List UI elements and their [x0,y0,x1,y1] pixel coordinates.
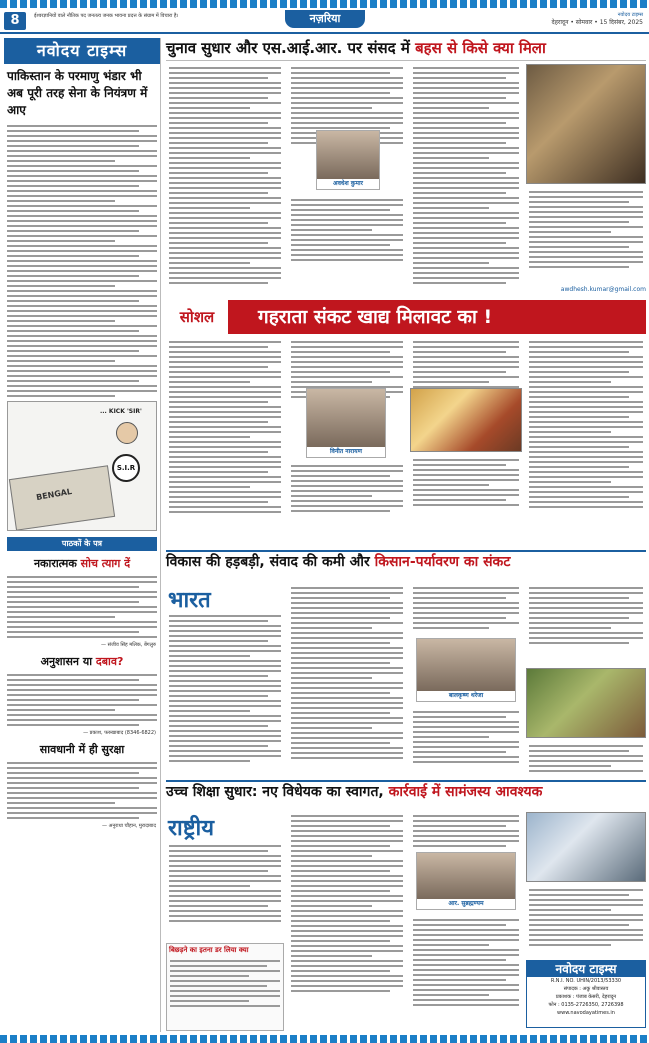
bottom-color-band [0,1035,649,1043]
article-1-headline: चुनाव सुधार और एस.आई.आर. पर संसद में बहस से किसे क्या मिला [166,38,646,61]
village-col-1 [166,612,284,765]
author-1-card [316,130,380,190]
food-headline: गहराता संकट खाद्य मिलावट का ! [258,306,493,328]
cartoon-caption: ... KICK 'SIR' [100,408,142,415]
author-4-photo [417,853,515,899]
imprint-line-1: संपादक : अकु श्रीवास्तव [563,986,609,992]
food-headline-band [166,300,646,334]
article-1-col-3 [410,64,522,287]
imprint-line-2: प्रकाशक : पंजाब केसरी, देहरादून [555,994,617,1000]
edu-col-3b [410,916,522,1009]
letter-2-signature: — प्रकाश, फरुखाबाद (8346-6822) [83,730,156,736]
imprint-rni: R.N.I. NO. UHIN/2013/53330 [550,978,622,984]
letter-3-signature: — अनुराधा चौहान, मुरादाबाद [102,823,156,829]
village-initial: भारत [168,587,211,613]
author-1-name: अवधेश कुमार [333,180,363,187]
edu-col-4 [526,886,646,949]
letters-header: पाठकों के पत्र [7,537,157,551]
author-1-email: awdhesh.kumar@gmail.com [560,286,646,293]
letter-1-title: नकारात्मक सोच त्याग दें [33,557,131,570]
cartoon-map [9,465,115,530]
author-1-photo [317,131,379,179]
brand-logo: नवोदय टाइम्स [4,38,160,64]
article-1-col-1 [166,64,284,287]
cartoon-ball: S.I.R [112,454,140,482]
lead-article-body [4,125,160,397]
imprint-line-3: फोन : 0135-2726350, 2726398 [548,1002,624,1008]
author-3-name: बालकृष्ण थरेजा [448,692,484,699]
food-col-4 [526,338,646,511]
author-4-card [416,852,516,910]
page-number: 8 [4,12,26,30]
cartoon-map-label: BENGAL [35,486,73,503]
paper-name: नवोदय टाइम्स [617,12,643,18]
date-text: देहरादून • सोमवार • 15 दिसंबर, 2025 [551,19,643,26]
letter-1-signature: — संजीव सिंह मलिक, बेंगलुरु [100,642,156,648]
letter-2-body [4,674,160,726]
editorial-cartoon [7,401,157,531]
main-area [166,38,646,1032]
author-3-card [416,638,516,702]
food-photo [410,388,522,452]
article-1-col-4 [526,188,646,271]
letter-1-body [4,576,160,638]
food-col-3b [410,456,522,509]
village-col-4b [526,742,646,775]
education-photo [526,812,646,882]
author-2-name: विनीत नारायण [330,448,362,455]
cartoon-figure [116,422,138,444]
left-column [4,38,161,1032]
dateline [493,12,643,26]
masthead-quote: ईश्वरज्ञानियों वाले नौतिक पद जनतत्व जनक भावना प्रदत्त के संग्राम में विचारा है। [34,13,179,19]
village-headline: विकास की हड़बड़ी, संवाद की कमी और किसान-पर्यावरण का संकट [166,550,646,572]
edu-col-2 [288,812,406,995]
food-tag: सोशल [166,300,228,334]
village-col-3b [410,708,522,766]
poem-box [166,943,284,1031]
village-col-2 [288,584,406,762]
imprint-line-4: www.navodayatimes.in [557,1010,615,1016]
parliament-photo [526,64,646,184]
farmer-photo [526,668,646,738]
lead-article-title: पाकिस्तान के परमाणु भंडार भी अब पूरी तरह सेना के नियंत्रण में आए [7,69,148,117]
author-3-photo [417,639,515,691]
poem-title: बिछड़ने का इतना डर लिया क्या [169,946,249,954]
top-color-band [0,0,649,8]
edu-col-1 [166,842,284,925]
imprint-box [526,960,646,1028]
letter-3-body [4,762,160,819]
imprint-brand: नवोदय टाइम्स [527,961,645,977]
edu-headline: उच्च शिक्षा सुधार: नए विधेयक का स्वागत, कार्रवाई में सामंजस्य आवश्यक [166,780,646,802]
edu-initial: राष्ट्रीय [168,815,215,841]
author-2-card [306,388,386,458]
edu-col-3 [410,812,522,850]
food-col-1 [166,338,284,516]
masthead [0,10,649,34]
author-4-name: आर. सुब्रह्मण्यम [448,900,484,907]
village-col-3 [410,584,522,632]
letter-3-title: सावधानी में ही सुरक्षा [39,743,125,756]
letter-2-title: अनुशासन या दबाव? [40,655,124,668]
article-1-col-2b [288,196,406,264]
author-2-photo [307,389,385,447]
section-title: नज़रिया [285,10,365,28]
village-col-4 [526,584,646,647]
food-col-2b [288,462,406,515]
